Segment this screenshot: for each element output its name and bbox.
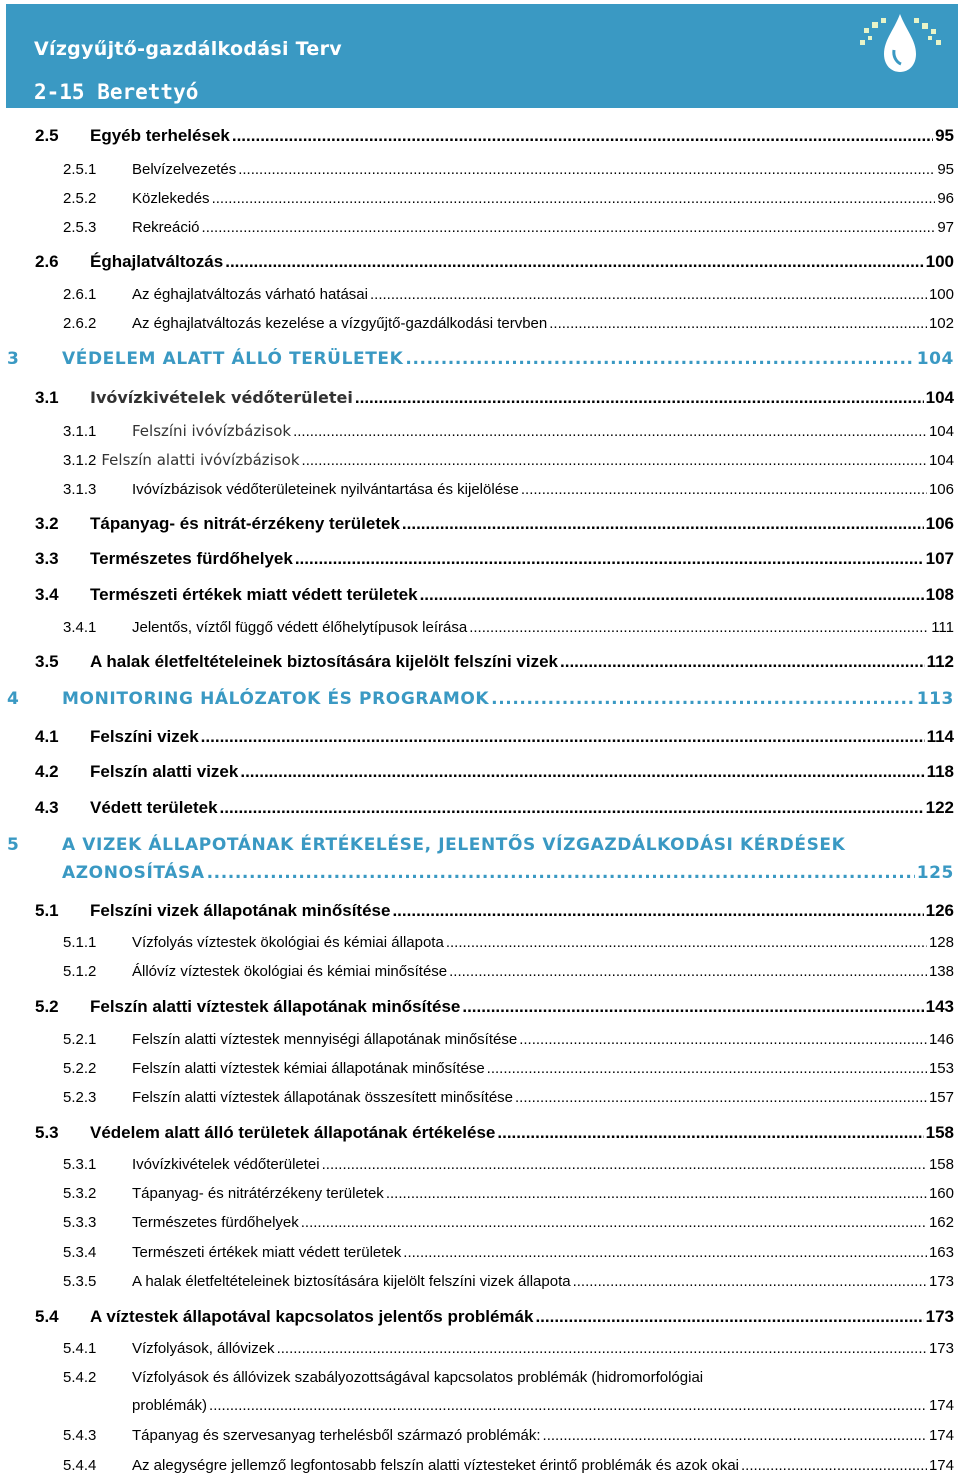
toc-entry[interactable]: 2.6.1 Az éghajlatváltozás várható hatásai ..... 100 — [63, 286, 954, 303]
toc-entry[interactable]: 2.5.3 Rekreáció ..... 97 — [63, 219, 954, 236]
toc-entry[interactable]: 5.2.3 Felszín alatti víztestek állapotának összesített minősítése ..... 157 — [63, 1089, 954, 1106]
toc-entry[interactable]: 5.1 Felszíni vizek állapotának minősítése ..... 126 — [35, 901, 954, 921]
toc-entry[interactable]: 3.4 Természeti értékek miatt védett területek ..... 108 — [35, 585, 954, 605]
toc-entry[interactable]: 5.2.1 Felszín alatti víztestek mennyiségi állapotának minősítése ..... 146 — [63, 1031, 954, 1048]
toc-entry[interactable]: 3.1.2 Felszín alatti ivóvízbázisok ..... 104 — [63, 451, 954, 469]
toc-entry[interactable]: 5.1.1 Vízfolyás víztestek ökológiai és kémiai állapota ..... 128 — [63, 934, 954, 951]
toc-entry[interactable]: 5.2.2 Felszín alatti víztestek kémiai állapotának minősítése ..... 153 — [63, 1060, 954, 1077]
document-header — [6, 4, 958, 108]
toc-entry[interactable]: 4.2 Felszín alatti vizek ..... 118 — [35, 762, 954, 782]
toc-entry[interactable]: 4.1 Felszíni vizek ..... 114 — [35, 727, 954, 747]
toc-entry[interactable]: 3.1 Ivóvízkivételek védőterületei ..... 104 — [35, 388, 954, 408]
water-drop-logo-icon — [854, 10, 946, 86]
toc-entry[interactable]: 5.3.2 Tápanyag- és nitrátérzékeny területek ..... 160 — [63, 1185, 954, 1202]
toc-entry[interactable]: 3.4.1 Jelentős, víztől függő védett élőhelytípusok leírása ..... 111 — [63, 619, 954, 636]
toc-entry[interactable]: 5.3.3 Természetes fürdőhelyek ..... 162 — [63, 1214, 954, 1231]
toc-entry[interactable]: 5.4.2 Vízfolyások és állóvizek szabályozottságával kapcsolatos problémák (hidromorfológiai — [63, 1369, 704, 1386]
toc-entry[interactable]: 2.5 Egyéb terhelések ..... 95 — [35, 126, 954, 146]
toc-entry[interactable]: 3.2 Tápanyag- és nitrát-érzékeny területek ..... 106 — [35, 514, 954, 534]
toc-entry[interactable]: 3.3 Természetes fürdőhelyek ..... 107 — [35, 549, 954, 569]
toc-entry[interactable]: 5.4.3 Tápanyag és szervesanyag terhelésből származó problémák: ..... 174 — [63, 1427, 954, 1444]
toc-entry[interactable]: 5.3.5 A halak életfeltételeinek biztosítására kijelölt felszíni vizek állapota ..... 173 — [63, 1273, 954, 1290]
toc-entry[interactable]: 2.5.2 Közlekedés ..... 96 — [63, 190, 954, 207]
toc-entry[interactable]: 5.4 A víztestek állapotával kapcsolatos jelentős problémák ..... 173 — [35, 1307, 954, 1327]
toc-entry[interactable]: 5.4.1 Vízfolyások, állóvizek ..... 173 — [63, 1340, 954, 1357]
toc-entry[interactable]: 5.3.4 Természeti értékek miatt védett területek ..... 163 — [63, 1244, 954, 1261]
toc-entry-continued[interactable]: problémák) ..... 174 — [132, 1397, 954, 1414]
document-subtitle: 2-15 Berettyó — [34, 80, 199, 104]
toc-entry[interactable]: 3.1.3 Ivóvízbázisok védőterületeinek nyilvántartása és kijelölése ..... 106 — [63, 481, 954, 498]
toc-entry[interactable]: 2.6.2 Az éghajlatváltozás kezelése a vízgyűjtő-gazdálkodási tervben ..... 102 — [63, 315, 954, 332]
toc-entry[interactable]: 5.1.2 Állóvíz víztestek ökológiai és kémiai minősítése ..... 138 — [63, 963, 954, 980]
toc-entry[interactable]: 2.5.1 Belvízelvezetés ..... 95 — [63, 161, 954, 178]
toc-chapter-continued[interactable]: AZONOSÍTÁSA ..... 125 — [62, 863, 954, 883]
toc-entry[interactable]: 5.3 Védelem alatt álló területek állapotának értékelése ..... 158 — [35, 1123, 954, 1143]
document-title: Vízgyűjtő-gazdálkodási Terv — [34, 38, 342, 60]
toc-entry[interactable]: 3.5 A halak életfeltételeinek biztosítására kijelölt felszíni vizek ..... 112 — [35, 652, 954, 672]
toc-entry[interactable]: 4.3 Védett területek ..... 122 — [35, 798, 954, 818]
toc-entry[interactable]: 5.2 Felszín alatti víztestek állapotának minősítése ..... 143 — [35, 997, 954, 1017]
toc-chapter[interactable]: 5 A VIZEK ÁLLAPOTÁNAK ÉRTÉKELÉSE, JELENTŐS VÍZGAZDÁLKODÁSI KÉRDÉSEK — [7, 835, 846, 855]
toc-entry[interactable]: 3.1.1 Felszíni ivóvízbázisok ..... 104 — [63, 422, 954, 440]
toc-chapter[interactable]: 4 MONITORING HÁLÓZATOK ÉS PROGRAMOK ..... 113 — [7, 689, 954, 709]
toc-entry[interactable]: 5.4.4 Az alegységre jellemző legfontosabb felszín alatti víztesteket érintő problémák és azok okai ..... 174 — [63, 1457, 954, 1474]
toc-entry[interactable]: 2.6 Éghajlatváltozás ..... 100 — [35, 252, 954, 272]
toc-entry[interactable]: 5.3.1 Ivóvízkivételek védőterületei ..... 158 — [63, 1156, 954, 1173]
toc-chapter[interactable]: 3 VÉDELEM ALATT ÁLLÓ TERÜLETEK ..... 104 — [7, 349, 954, 369]
